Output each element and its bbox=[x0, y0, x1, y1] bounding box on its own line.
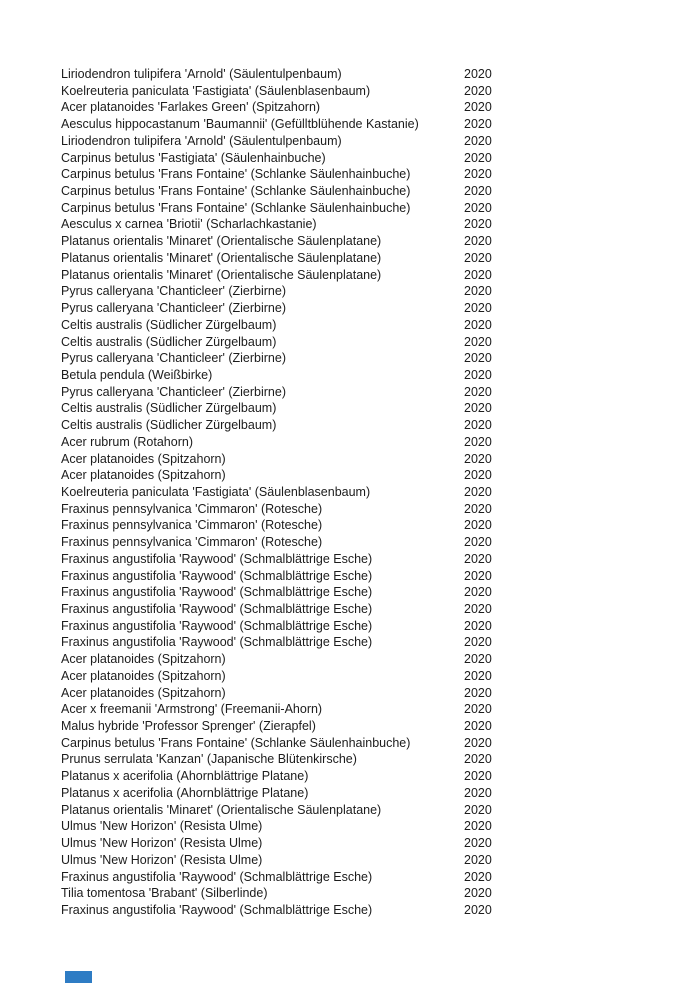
planting-year: 2020 bbox=[464, 67, 492, 81]
list-item bbox=[61, 451, 700, 468]
tree-name: Fraxinus angustifolia 'Raywood' (Schmalblättrige Esche) bbox=[61, 602, 373, 616]
list-item bbox=[61, 668, 700, 685]
tree-name: Platanus orientalis 'Minaret' (Orientalische Säulenplatane) bbox=[61, 267, 382, 282]
list-item bbox=[61, 601, 700, 618]
list-item bbox=[61, 701, 700, 718]
planting-year: 2020 bbox=[464, 384, 492, 399]
planting-year: 2020 bbox=[464, 535, 492, 550]
planting-year: 2020 bbox=[464, 100, 492, 115]
list-item bbox=[61, 116, 700, 133]
tree-name: Pyrus calleryana 'Chanticleer' (Zierbirne) bbox=[61, 351, 286, 366]
planting-year: 2020 bbox=[464, 685, 492, 700]
tree-name: Fraxinus angustifolia 'Raywood' (Schmalblättrige Esche) bbox=[61, 635, 373, 650]
planting-year: 2020 bbox=[464, 501, 492, 516]
planting-year: 2020 bbox=[464, 769, 492, 784]
list-item bbox=[61, 317, 700, 334]
tree-name: Fraxinus angustifolia 'Raywood' (Schmalblättrige Esche) bbox=[61, 869, 373, 884]
tree-name: Acer rubrum (Rotahorn) bbox=[61, 434, 193, 449]
footer-blue-marker bbox=[65, 971, 92, 983]
planting-year: 2020 bbox=[464, 568, 492, 583]
planting-year: 2020 bbox=[464, 886, 492, 901]
planting-year: 2020 bbox=[464, 668, 492, 683]
tree-name: Fraxinus angustifolia 'Raywood' (Schmalblättrige Esche) bbox=[61, 902, 373, 917]
tree-name: Carpinus betulus 'Frans Fontaine' (Schlanke Säulenhainbuche) bbox=[61, 735, 411, 750]
list-item bbox=[61, 634, 700, 651]
tree-name: Platanus orientalis 'Minaret' (Orientalische Säulenplatane) bbox=[61, 234, 382, 249]
planting-year: 2020 bbox=[464, 133, 492, 148]
tree-name: Acer platanoides (Spitzahorn) bbox=[61, 652, 226, 667]
tree-name: Platanus orientalis 'Minaret' (Orientalische Säulenplatane) bbox=[61, 250, 382, 265]
tree-name: Fraxinus angustifolia 'Raywood' (Schmalblättrige Esche) bbox=[61, 585, 373, 600]
planting-year: 2020 bbox=[464, 785, 492, 800]
list-item bbox=[61, 551, 700, 568]
tree-name: Pyrus calleryana 'Chanticleer' (Zierbirne) bbox=[61, 384, 286, 399]
planting-year: 2020 bbox=[464, 184, 492, 199]
list-item bbox=[61, 802, 700, 819]
planting-year: 2020 bbox=[464, 719, 492, 734]
tree-name: Celtis australis (Südlicher Zürgelbaum) bbox=[61, 418, 277, 433]
list-item bbox=[61, 651, 700, 668]
planting-year: 2020 bbox=[464, 83, 492, 98]
tree-name: Carpinus betulus 'Frans Fontaine' (Schlanke Säulenhainbuche) bbox=[61, 200, 411, 215]
tree-name: Pyrus calleryana 'Chanticleer' (Zierbirne) bbox=[61, 301, 286, 316]
tree-planting-list bbox=[61, 66, 700, 919]
list-item bbox=[61, 534, 700, 551]
planting-year: 2020 bbox=[464, 217, 492, 232]
list-item bbox=[61, 568, 700, 585]
list-item bbox=[61, 835, 700, 852]
planting-year: 2020 bbox=[464, 836, 492, 851]
list-item bbox=[61, 484, 700, 501]
planting-year: 2020 bbox=[464, 418, 492, 433]
tree-name: Carpinus betulus 'Frans Fontaine' (Schlanke Säulenhainbuche) bbox=[61, 184, 411, 199]
tree-name: Koelreuteria paniculata 'Fastigiata' (Säulenblasenbaum) bbox=[61, 484, 371, 499]
list-item bbox=[61, 250, 700, 267]
tree-name: Prunus serrulata 'Kanzan' (Japanische Blütenkirsche) bbox=[61, 752, 357, 767]
list-item bbox=[61, 618, 700, 635]
list-item bbox=[61, 400, 700, 417]
list-item bbox=[61, 334, 700, 351]
planting-year: 2020 bbox=[464, 434, 492, 449]
planting-year: 2020 bbox=[464, 585, 492, 600]
tree-name: Acer platanoides (Spitzahorn) bbox=[61, 468, 226, 483]
list-item bbox=[61, 517, 700, 534]
list-item bbox=[61, 83, 700, 100]
tree-name: Fraxinus pennsylvanica 'Cimmaron' (Rotesche) bbox=[61, 535, 323, 550]
list-item bbox=[61, 768, 700, 785]
tree-name: Acer platanoides (Spitzahorn) bbox=[61, 668, 226, 683]
planting-year: 2020 bbox=[464, 551, 492, 566]
tree-name: Fraxinus angustifolia 'Raywood' (Schmalblättrige Esche) bbox=[61, 618, 373, 633]
list-item bbox=[61, 384, 700, 401]
list-item bbox=[61, 417, 700, 434]
list-item bbox=[61, 818, 700, 835]
tree-name: Acer x freemanii 'Armstrong' (Freemanii-Ahorn) bbox=[61, 702, 323, 717]
list-item bbox=[61, 367, 700, 384]
tree-name: Acer platanoides 'Farlakes Green' (Spitzahorn) bbox=[61, 100, 321, 115]
planting-year: 2020 bbox=[464, 167, 492, 182]
planting-year: 2020 bbox=[464, 468, 492, 483]
planting-year: 2020 bbox=[464, 602, 492, 616]
planting-year: 2020 bbox=[464, 117, 492, 132]
planting-year: 2020 bbox=[464, 150, 492, 165]
list-item bbox=[61, 300, 700, 317]
tree-name: Platanus x acerifolia (Ahornblättrige Platane) bbox=[61, 785, 309, 800]
tree-name: Pyrus calleryana 'Chanticleer' (Zierbirne) bbox=[61, 284, 286, 299]
list-item bbox=[61, 283, 700, 300]
planting-year: 2020 bbox=[464, 618, 492, 633]
list-item bbox=[61, 99, 700, 116]
planting-year: 2020 bbox=[464, 702, 492, 717]
planting-year: 2020 bbox=[464, 819, 492, 834]
list-item bbox=[61, 150, 700, 167]
tree-name: Aesculus hippocastanum 'Baumannii' (Gefülltblühende Kastanie) bbox=[61, 117, 419, 132]
tree-name: Fraxinus pennsylvanica 'Cimmaron' (Rotesche) bbox=[61, 518, 323, 533]
list-item bbox=[61, 685, 700, 702]
tree-name: Celtis australis (Südlicher Zürgelbaum) bbox=[61, 401, 277, 416]
planting-year: 2020 bbox=[464, 334, 492, 349]
list-item bbox=[61, 584, 700, 601]
planting-year: 2020 bbox=[464, 484, 492, 499]
tree-name: Ulmus 'New Horizon' (Resista Ulme) bbox=[61, 836, 263, 851]
list-item bbox=[61, 467, 700, 484]
list-item bbox=[61, 66, 700, 83]
planting-year: 2020 bbox=[464, 635, 492, 650]
tree-name: Liriodendron tulipifera 'Arnold' (Säulentulpenbaum) bbox=[61, 133, 342, 148]
tree-name: Celtis australis (Südlicher Zürgelbaum) bbox=[61, 334, 277, 349]
list-item bbox=[61, 735, 700, 752]
tree-name: Betula pendula (Weißbirke) bbox=[61, 367, 213, 382]
tree-name: Ulmus 'New Horizon' (Resista Ulme) bbox=[61, 852, 263, 867]
list-item bbox=[61, 133, 700, 150]
tree-name: Platanus x acerifolia (Ahornblättrige Platane) bbox=[61, 769, 309, 784]
tree-name: Carpinus betulus 'Fastigiata' (Säulenhainbuche) bbox=[61, 150, 326, 165]
tree-name: Malus hybride 'Professor Sprenger' (Zierapfel) bbox=[61, 719, 316, 734]
tree-name: Fraxinus angustifolia 'Raywood' (Schmalblättrige Esche) bbox=[61, 551, 373, 566]
tree-name: Tilia tomentosa 'Brabant' (Silberlinde) bbox=[61, 886, 268, 901]
tree-name: Fraxinus angustifolia 'Raywood' (Schmalblättrige Esche) bbox=[61, 568, 373, 583]
tree-name: Acer platanoides (Spitzahorn) bbox=[61, 685, 226, 700]
tree-name: Koelreuteria paniculata 'Fastigiata' (Säulenblasenbaum) bbox=[61, 83, 371, 98]
planting-year: 2020 bbox=[464, 902, 492, 917]
list-item bbox=[61, 501, 700, 518]
planting-year: 2020 bbox=[464, 284, 492, 299]
list-item bbox=[61, 350, 700, 367]
planting-year: 2020 bbox=[464, 250, 492, 265]
planting-year: 2020 bbox=[464, 652, 492, 667]
list-item bbox=[61, 885, 700, 902]
tree-name: Acer platanoides (Spitzahorn) bbox=[61, 451, 226, 466]
list-item bbox=[61, 902, 700, 919]
tree-name: Platanus orientalis 'Minaret' (Orientalische Säulenplatane) bbox=[61, 802, 382, 817]
tree-name: Celtis australis (Südlicher Zürgelbaum) bbox=[61, 317, 277, 332]
list-item bbox=[61, 166, 700, 183]
tree-name: Fraxinus pennsylvanica 'Cimmaron' (Rotesche) bbox=[61, 501, 323, 516]
planting-year: 2020 bbox=[464, 234, 492, 249]
planting-year: 2020 bbox=[464, 401, 492, 416]
planting-year: 2020 bbox=[464, 267, 492, 282]
planting-year: 2020 bbox=[464, 752, 492, 767]
list-item bbox=[61, 751, 700, 768]
tree-name: Liriodendron tulipifera 'Arnold' (Säulentulpenbaum) bbox=[61, 67, 342, 81]
list-item bbox=[61, 869, 700, 886]
tree-name: Aesculus x carnea 'Briotii' (Scharlachkastanie) bbox=[61, 217, 317, 232]
planting-year: 2020 bbox=[464, 735, 492, 750]
tree-name: Carpinus betulus 'Frans Fontaine' (Schlanke Säulenhainbuche) bbox=[61, 167, 411, 182]
list-item bbox=[61, 852, 700, 869]
list-item bbox=[61, 200, 700, 217]
planting-year: 2020 bbox=[464, 802, 492, 817]
planting-year: 2020 bbox=[464, 518, 492, 533]
planting-year: 2020 bbox=[464, 317, 492, 332]
planting-year: 2020 bbox=[464, 351, 492, 366]
list-item bbox=[61, 183, 700, 200]
planting-year: 2020 bbox=[464, 869, 492, 884]
planting-year: 2020 bbox=[464, 200, 492, 215]
planting-year: 2020 bbox=[464, 451, 492, 466]
planting-year: 2020 bbox=[464, 301, 492, 316]
list-item bbox=[61, 718, 700, 735]
list-item bbox=[61, 216, 700, 233]
planting-year: 2020 bbox=[464, 367, 492, 382]
tree-name: Ulmus 'New Horizon' (Resista Ulme) bbox=[61, 819, 263, 834]
list-item bbox=[61, 434, 700, 451]
list-item bbox=[61, 233, 700, 250]
planting-year: 2020 bbox=[464, 852, 492, 867]
list-item bbox=[61, 267, 700, 284]
list-item bbox=[61, 785, 700, 802]
